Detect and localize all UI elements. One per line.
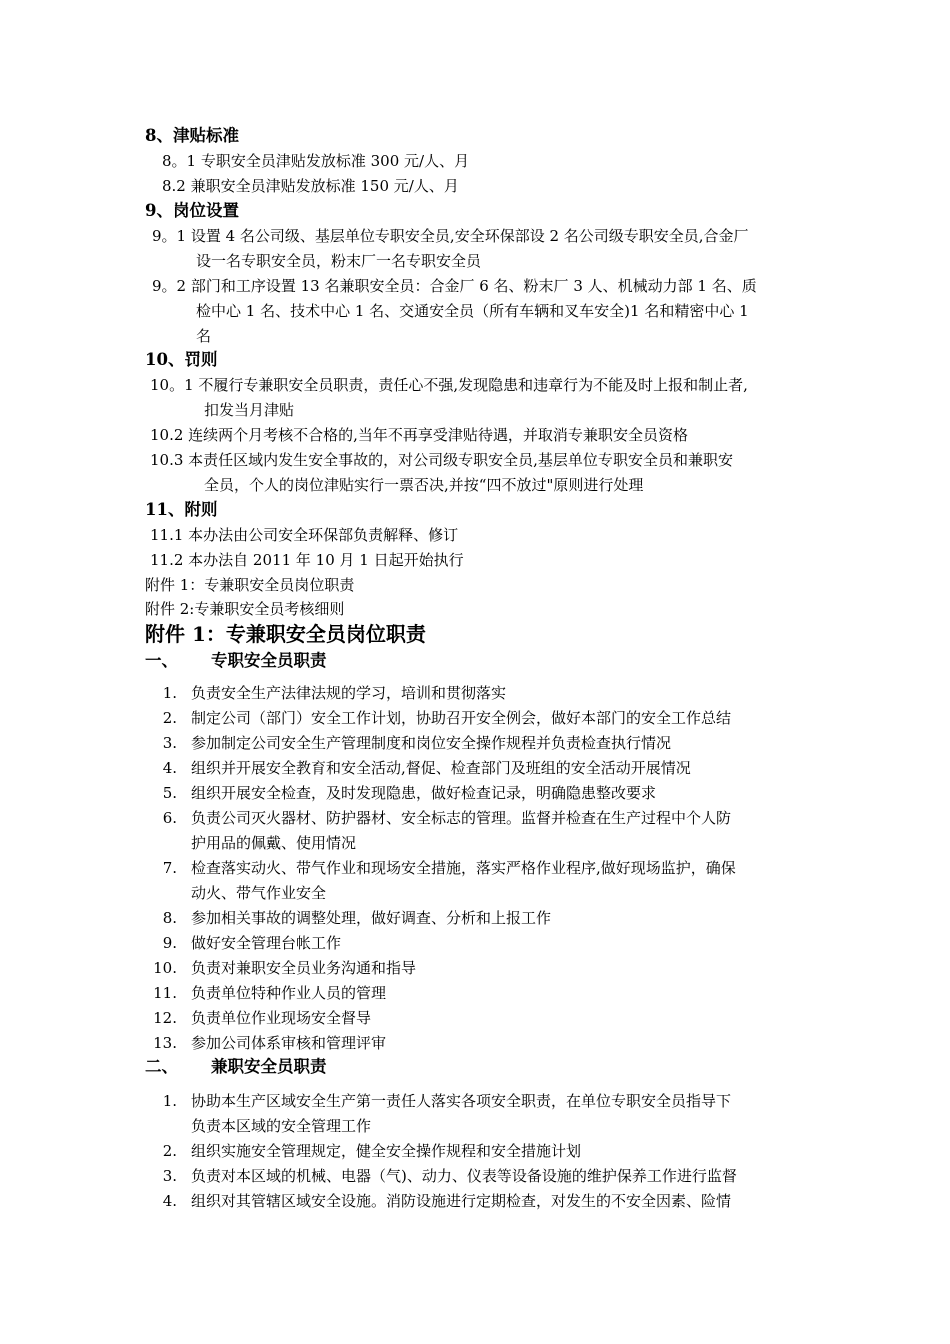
- section-heading-10: 10、罚则: [145, 350, 218, 369]
- list-number: 12.: [153, 1009, 177, 1027]
- list-number: 1.: [162, 1092, 177, 1110]
- clause-line: 8。1 专职安全员津贴发放标准 300 元/人、月: [162, 152, 470, 170]
- list-item-line: 参加制定公司安全生产管理制度和岗位安全操作规程并负责检查执行情况: [191, 734, 672, 752]
- annex-title: 附件 1：专兼职安全员岗位职责: [145, 622, 426, 646]
- attachment-line: 附件 1：专兼职安全员岗位职责: [145, 576, 355, 594]
- list-number: 2.: [162, 709, 177, 727]
- list-item-line: 负责公司灭火器材、防护器材、安全标志的管理。监督并检查在生产过程中个人防: [191, 809, 732, 827]
- list-number: 13.: [153, 1034, 177, 1052]
- list-number: 4.: [162, 759, 177, 777]
- list-item-line: 动火、带气作业安全: [191, 884, 327, 902]
- part-number: 二、: [145, 1057, 178, 1076]
- clause-line: 设一名专职安全员，粉末厂一名专职安全员: [196, 252, 482, 270]
- list-number: 1.: [162, 684, 177, 702]
- list-number: 8.: [162, 909, 177, 927]
- list-item-line: 负责安全生产法律法规的学习，培训和贯彻落实: [191, 684, 507, 702]
- clause-line: 9。2 部门和工序设置 13 名兼职安全员：合金厂 6 名、粉末厂 3 人、机械动力部 1 名、质: [152, 277, 757, 295]
- clause-line: 扣发当月津贴: [204, 401, 295, 419]
- section-heading-11: 11、附则: [145, 500, 218, 519]
- list-number: 10.: [153, 959, 177, 977]
- part-title: 兼职安全员职责: [211, 1057, 327, 1076]
- list-number: 9.: [162, 934, 177, 952]
- clause-line: 名: [196, 327, 212, 345]
- list-number: 7.: [162, 859, 177, 877]
- list-item-line: 负责单位特种作业人员的管理: [191, 984, 387, 1002]
- part-number: 一、: [145, 651, 178, 670]
- list-item-line: 制定公司（部门）安全工作计划，协助召开安全例会，做好本部门的安全工作总结: [191, 709, 732, 727]
- list-item-line: 组织实施安全管理规定，健全安全操作规程和安全措施计划: [191, 1142, 582, 1160]
- list-item-line: 组织并开展安全教育和安全活动,督促、检查部门及班组的安全活动开展情况: [191, 759, 691, 777]
- list-item-line: 负责对本区域的机械、电器（气)、动力、仪表等设备设施的维护保养工作进行监督: [191, 1167, 737, 1185]
- list-number: 3.: [162, 1167, 177, 1185]
- list-item-line: 负责本区域的安全管理工作: [191, 1117, 372, 1135]
- part-heading: [145, 1055, 327, 1079]
- list-item-line: 组织对其管辖区域安全设施。消防设施进行定期检查，对发生的不安全因素、险情: [191, 1192, 732, 1210]
- clause-line: 11.1 本办法由公司安全环保部负责解释、修订: [150, 526, 459, 544]
- clause-line: 10.3 本责任区域内发生安全事故的，对公司级专职安全员,基层单位专职安全员和兼职安: [150, 451, 733, 469]
- attachment-line: 附件 2:专兼职安全员考核细则: [145, 600, 345, 618]
- part-heading: [145, 649, 327, 673]
- list-item-line: 组织开展安全检查，及时发现隐患，做好检查记录，明确隐患整改要求: [191, 784, 657, 802]
- list-item-line: 负责对兼职安全员业务沟通和指导: [191, 959, 417, 977]
- list-number: 5.: [162, 784, 177, 802]
- list-item-line: 检查落实动火、带气作业和现场安全措施，落实严格作业程序,做好现场监护，确保: [191, 859, 736, 877]
- list-item-line: 参加相关事故的调整处理，做好调查、分析和上报工作: [191, 909, 552, 927]
- section-heading-8: 8、津贴标准: [145, 126, 239, 145]
- list-number: 3.: [162, 734, 177, 752]
- part-title: 专职安全员职责: [211, 651, 327, 670]
- list-item-line: 负责单位作业现场安全督导: [191, 1009, 372, 1027]
- list-number: 6.: [162, 809, 177, 827]
- clause-line: 全员，个人的岗位津贴实行一票否决,并按“四不放过"原则进行处理: [204, 476, 644, 494]
- section-heading-9: 9、岗位设置: [145, 201, 239, 220]
- list-item-line: 参加公司体系审核和管理评审: [191, 1034, 387, 1052]
- clause-line: 11.2 本办法自 2011 年 10 月 1 日起开始执行: [150, 551, 464, 569]
- clause-line: 检中心 1 名、技术中心 1 名、交通安全员（所有车辆和叉车安全)1 名和精密中心 1: [196, 302, 749, 320]
- clause-line: 8.2 兼职安全员津贴发放标准 150 元/人、月: [162, 177, 459, 195]
- clause-line: 10。1 不履行专兼职安全员职责，责任心不强,发现隐患和违章行为不能及时上报和制止者,: [150, 376, 748, 394]
- clause-line: 10.2 连续两个月考核不合格的,当年不再享受津贴待遇，并取消专兼职安全员资格: [150, 426, 688, 444]
- clause-line: 9。1 设置 4 名公司级、基层单位专职安全员,安全环保部设 2 名公司级专职安全员,合金厂: [152, 227, 749, 245]
- list-number: 11.: [153, 984, 177, 1002]
- list-number: 2.: [162, 1142, 177, 1160]
- list-number: 4.: [162, 1192, 177, 1210]
- list-item-line: 协助本生产区域安全生产第一责任人落实各项安全职责，在单位专职安全员指导下: [191, 1092, 732, 1110]
- list-item-line: 做好安全管理台帐工作: [191, 934, 342, 952]
- list-item-line: 护用品的佩戴、使用情况: [191, 834, 357, 852]
